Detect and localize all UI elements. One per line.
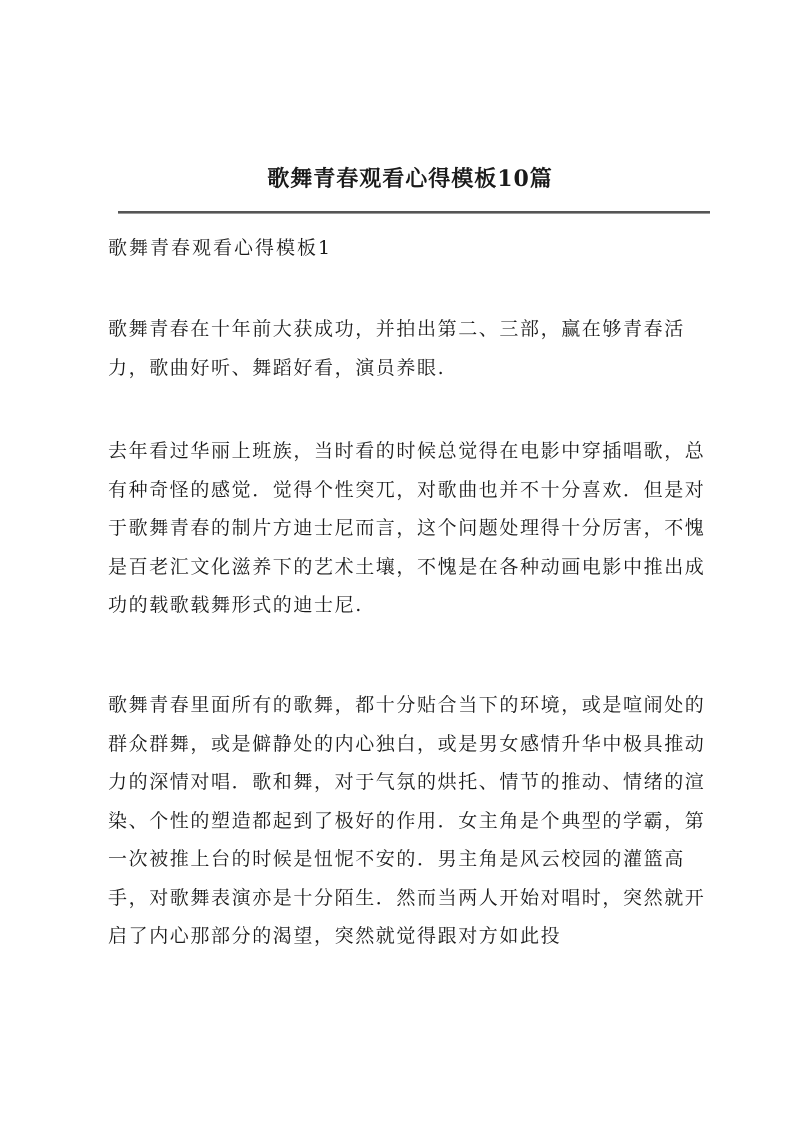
title-divider — [118, 211, 710, 214]
paragraph-1: 歌舞青春在十年前大获成功，并拍出第二、三部，赢在够青春活力，歌曲好听、舞蹈好看，演员养眼. — [108, 318, 685, 379]
paragraph-2: 去年看过华丽上班族，当时看的时候总觉得在电影中穿插唱歌，总有种奇怪的感觉．觉得个性突兀，对歌曲也并不十分喜欢．但是对于歌舞青春的制片方迪士尼而言，这个问题处理得十分厉害，不愧是百老汇文化滋养下的艺术土壤，不愧是在各种动画电影中推出成功的载歌载舞形式的迪士尼. — [108, 440, 706, 616]
section-heading: 歌舞青春观看心得模板1 — [108, 237, 333, 259]
document-title: 歌舞青春观看心得模板10篇 — [267, 166, 553, 192]
paragraph-3: 歌舞青春里面所有的歌舞，都十分贴合当下的环境，或是喧闹处的群众群舞，或是僻静处的内心独白，或是男女感情升华中极具推动力的深情对唱．歌和舞，对于气氛的烘托、情节的推动、情绪的渲染、个性的塑造都起到了极好的作用．女主角是个典型的学霸，第一次被推上台的时候是忸怩不安的．男主角是风云校园的灌篮高手，对歌舞表演亦是十分陌生．然而当两人开始对唱时，突然就开启了内心那部分的渴望，突然就觉得跟对方如此投 — [108, 694, 706, 947]
